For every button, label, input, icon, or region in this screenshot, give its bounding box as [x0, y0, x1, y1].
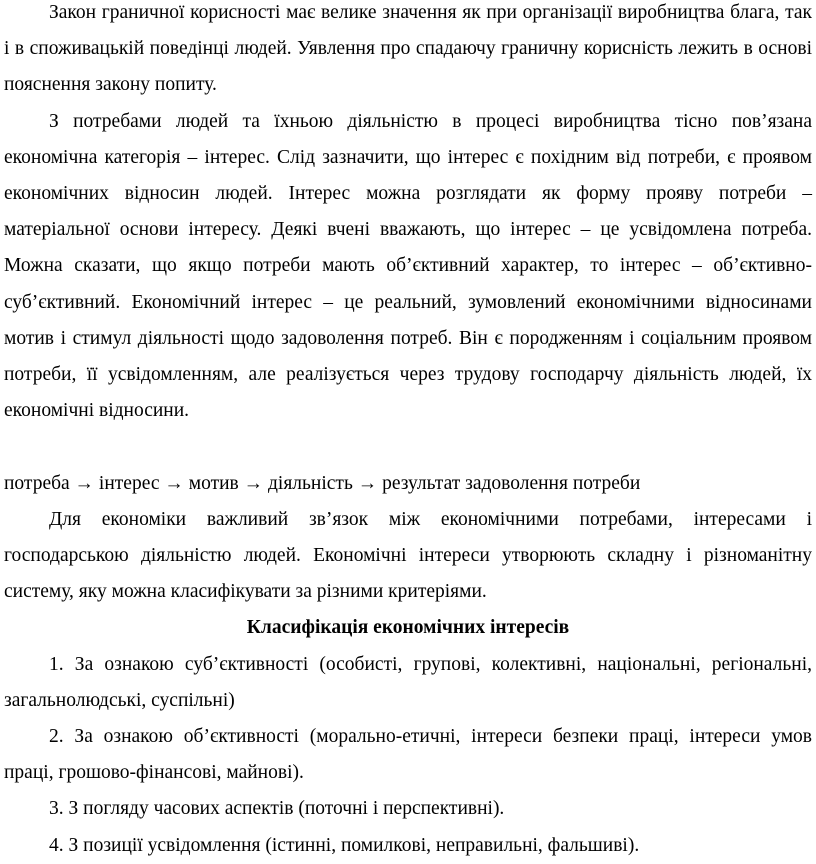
classification-item-objectivity: 2. За ознакою об’єктивності (морально-етичні, інтереси безпеки праці, інтереси умов праці, грошово-фінансові, майнові).: [4, 726, 812, 784]
classification-item-subjectivity: 1. За ознакою суб’єктивності (особисті, групові, колективні, національні, регіональні, загальнолюдські, суспільні): [4, 653, 812, 711]
paragraph-economic-link: Для економіки важливий зв’язок між економічними потребами, інтересами і господарською діяльністю людей. Економічні інтереси утворюють складну і різноманітну систему, яку можна класифікувати за різними критеріями.: [4, 508, 812, 603]
paragraph-marginal-utility: Закон граничної корисності має велике значення як при організації виробництва блага, так і в споживацькій поведінці людей. Уявлення про спадаючу граничну корисність лежить в основі пояснення закону попиту.: [4, 2, 812, 96]
classification-item-time: 3. З погляду часових аспектів (поточні і перспективні).: [49, 798, 505, 820]
blank-line: [4, 429, 812, 465]
classification-item-awareness: 4. З позиції усвідомлення (істинні, помилкові, неправильні, фальшиві).: [49, 834, 640, 856]
classification-heading: Класифікація економічних інтересів: [246, 617, 570, 639]
paragraph-interest-definition: З потребами людей та їхньою діяльністю в процесі виробництва тісно пов’язана економічна категорія – інтерес. Слід зазначити, що інтерес є похідним від потреби, є проявом економічних відносин людей. Інтерес можна розглядати як форму прояву потреби – матеріальної основи інтересу. Деякі вчені вважають, що інтерес – це усвідомлена потреба. Можна сказати, що якщо потреби мають об’єктивний характер, то інтерес – об’єктивно-суб’єктивний. Економічний інтерес – це реальний, зумовлений економічними відносинами мотив і стимул діяльності щодо задоволення потреб. Він є породженням і соціальним проявом потреби, її усвідомленням, але реалізується через трудову господарчу діяльність людей, їх економічні відносини.: [4, 110, 812, 422]
needs-flow-line: потреба → інтерес → мотив → діяльність → результат задоволення потреби: [4, 472, 641, 494]
